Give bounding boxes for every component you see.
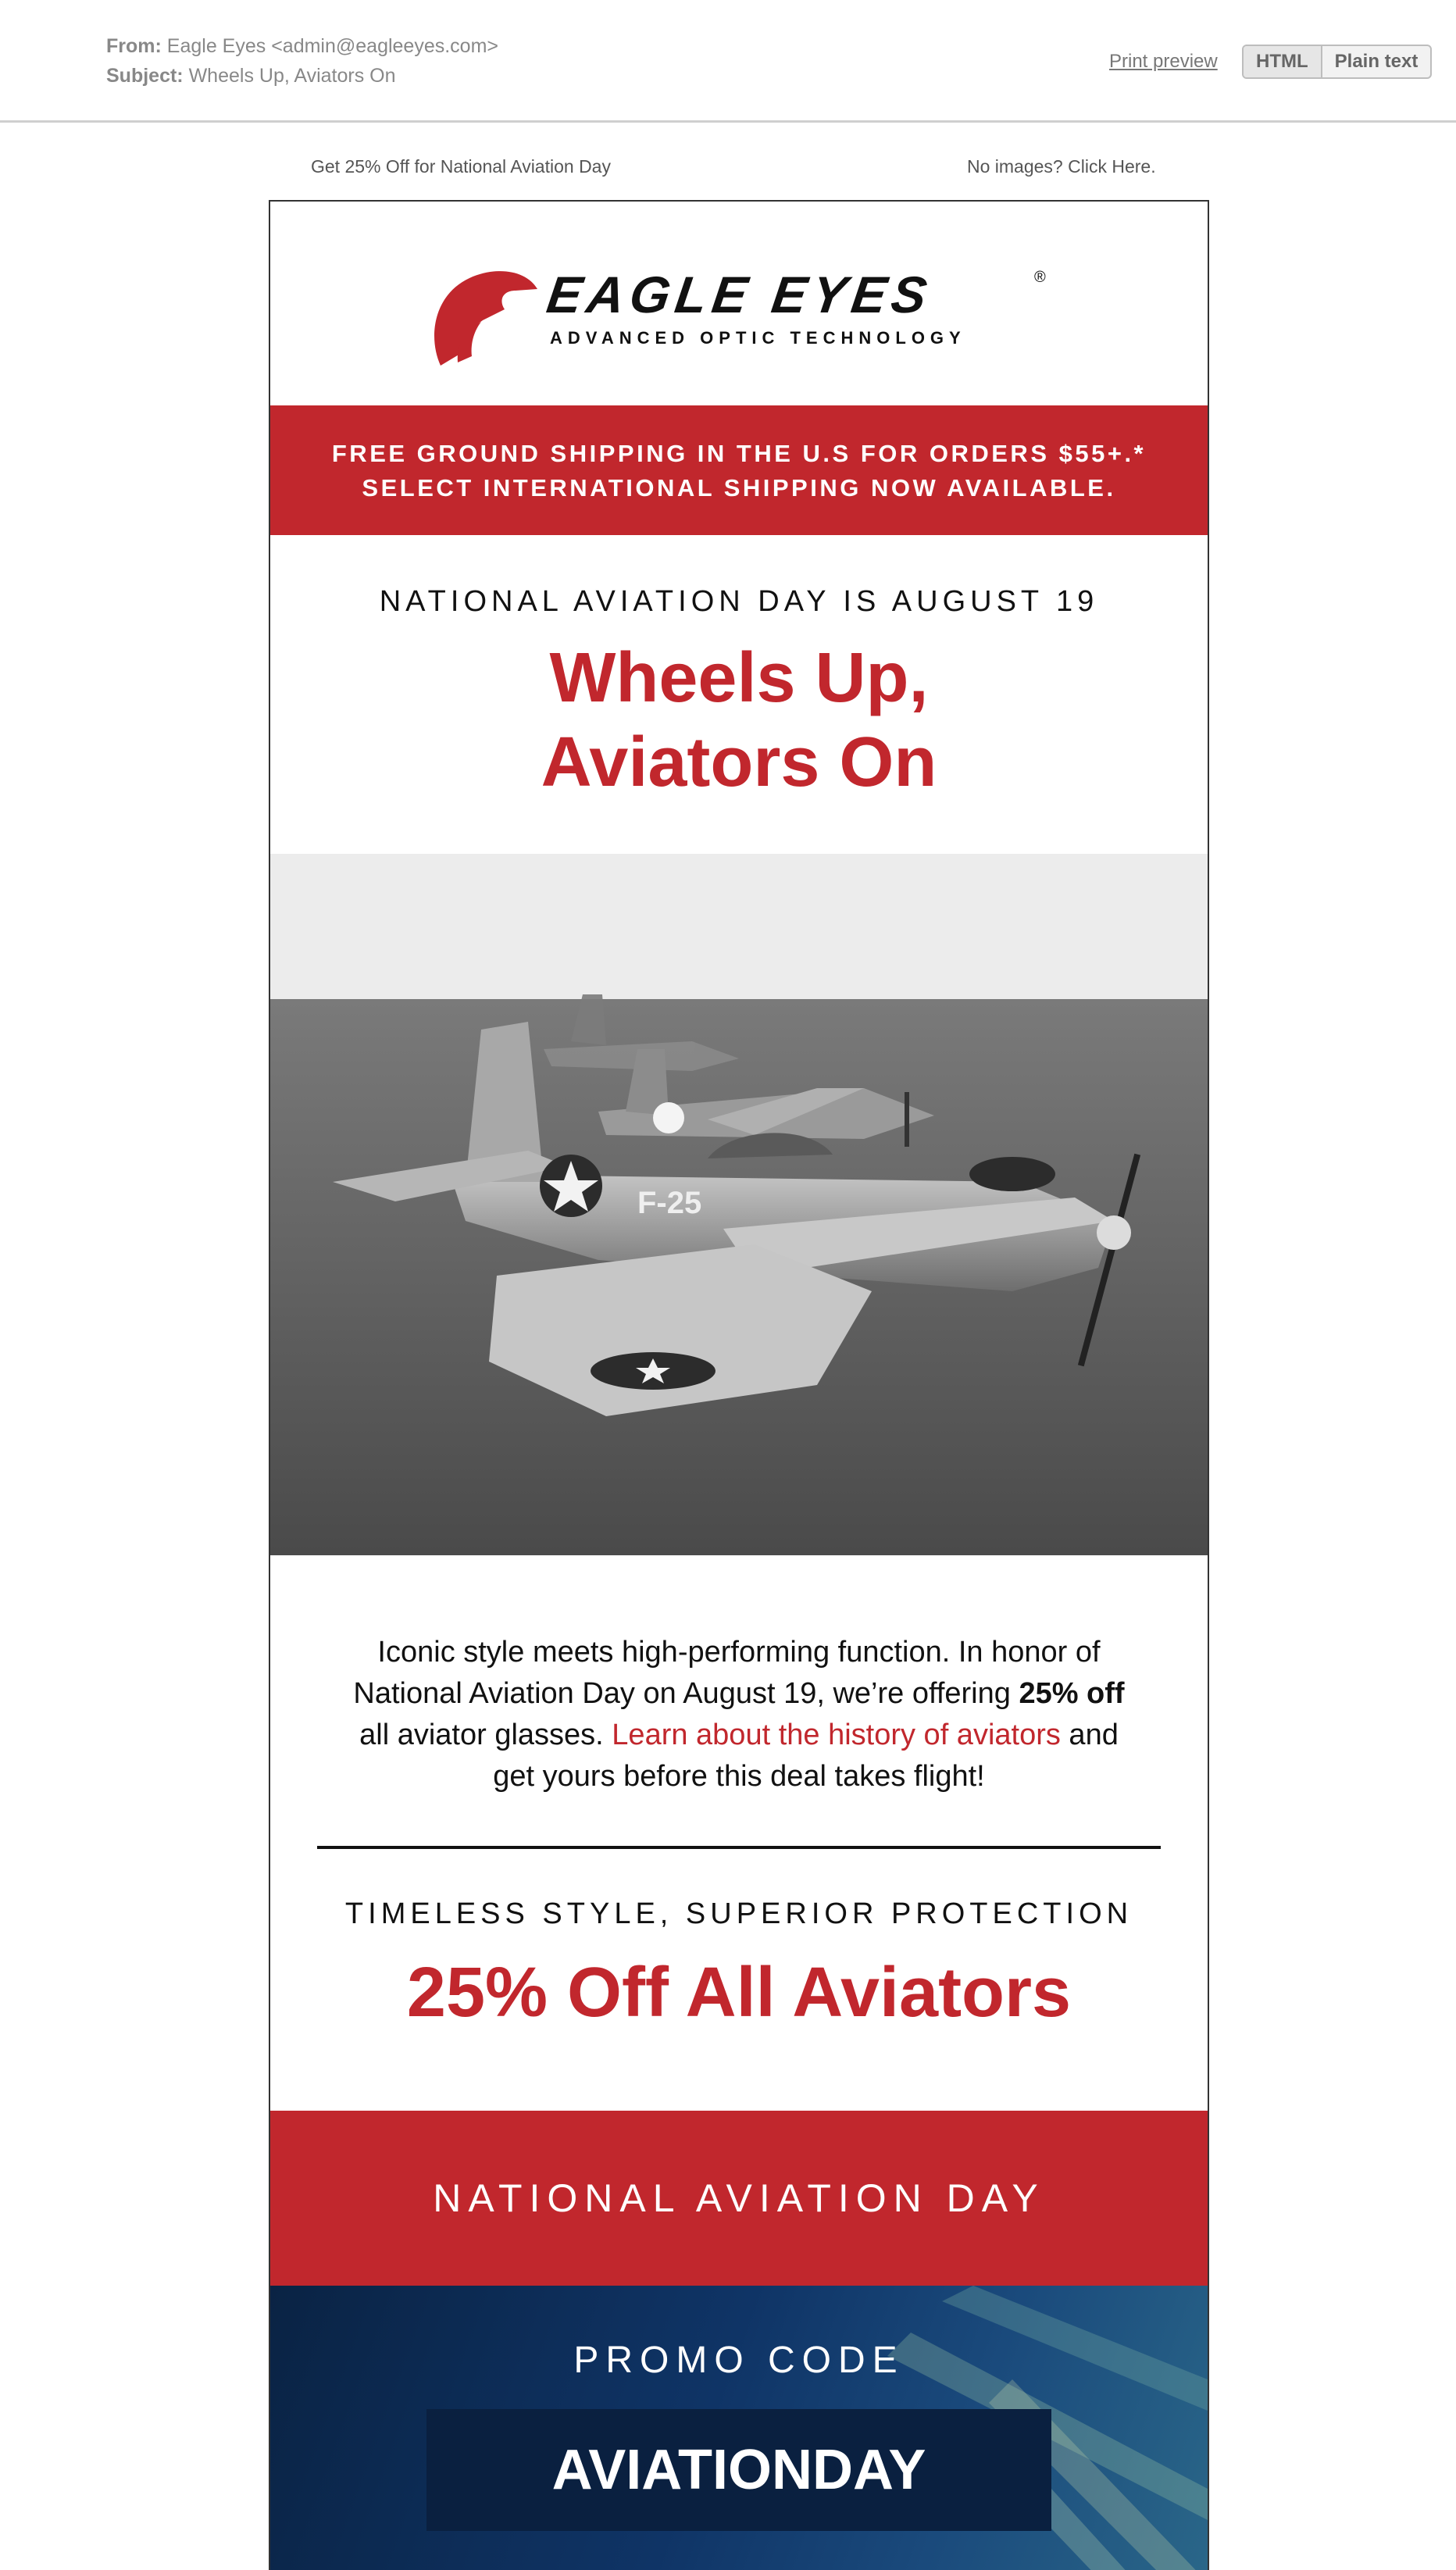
from-row (106, 31, 498, 61)
offer-heading (270, 1849, 1208, 2111)
body-text-bold: 25% off (1019, 1677, 1125, 1710)
subject-label: Subject: (106, 65, 184, 87)
registered-mark: ® (1034, 269, 1046, 286)
aircraft-illustration (270, 854, 1208, 1555)
hero-eyebrow: NATIONAL AVIATION DAY IS AUGUST 19 (379, 585, 1099, 618)
preheader-text: Get 25% Off for National Aviation Day (311, 156, 611, 177)
html-view-button[interactable]: HTML (1244, 46, 1322, 77)
email-meta (106, 31, 498, 91)
offer-title[interactable]: 25% Off All Aviators (406, 1954, 1072, 2032)
aviator-history-link[interactable]: Learn about the history of aviators (612, 1719, 1061, 1751)
email-body (269, 200, 1209, 2570)
hero-photo-aircraft[interactable] (270, 854, 1208, 1555)
promo-code-section (270, 2286, 1208, 2570)
no-images-link[interactable]: No images? Click Here. (967, 156, 1156, 177)
view-toggle (1242, 45, 1432, 79)
promo-code-box[interactable] (426, 2409, 1051, 2531)
hero-heading (270, 535, 1208, 854)
promo-code-value[interactable]: AVIATIONDAY (551, 2439, 926, 2501)
subject-row (106, 61, 498, 91)
aircraft-marking: F-25 (637, 1186, 702, 1220)
shipping-banner (270, 405, 1208, 535)
brand-wordmark: EAGLE EYES (543, 266, 936, 323)
national-aviation-day-banner: NATIONAL AVIATION DAY (270, 2111, 1208, 2286)
logo[interactable] (270, 202, 1208, 405)
shipping-line-1: FREE GROUND SHIPPING IN THE U.S FOR ORDERS $55+.* (331, 440, 1147, 467)
eagle-logo-icon (426, 264, 544, 369)
hero-headline-line-2: Aviators On (541, 723, 937, 801)
promo-code-label: PROMO CODE (573, 2340, 905, 2381)
from-value: Eagle Eyes <admin@eagleeyes.com> (166, 35, 499, 57)
body-text-3: and get yours before this deal takes flight! (493, 1719, 1119, 1793)
plain-text-view-button[interactable]: Plain text (1334, 51, 1419, 72)
shipping-line-2: SELECT INTERNATIONAL SHIPPING NOW AVAILABLE. (362, 474, 1116, 502)
subject-value: Wheels Up, Aviators On (188, 65, 396, 87)
email-header (0, 0, 1456, 123)
print-preview-link[interactable]: Print preview (1109, 51, 1218, 72)
hero-headline-line-1: Wheels Up, (549, 639, 929, 717)
brand-tagline: ADVANCED OPTIC TECHNOLOGY (550, 328, 966, 348)
from-label: From: (106, 35, 162, 57)
body-text-2: all aviator glasses. (359, 1719, 612, 1751)
hero-headline (270, 636, 1208, 805)
body-paragraph (270, 1555, 1208, 1846)
offer-eyebrow: TIMELESS STYLE, SUPERIOR PROTECTION (344, 1897, 1133, 1930)
body-text-1: Iconic style meets high-performing function. In honor of National Aviation Day on August 19, we’re offering (353, 1636, 1101, 1710)
